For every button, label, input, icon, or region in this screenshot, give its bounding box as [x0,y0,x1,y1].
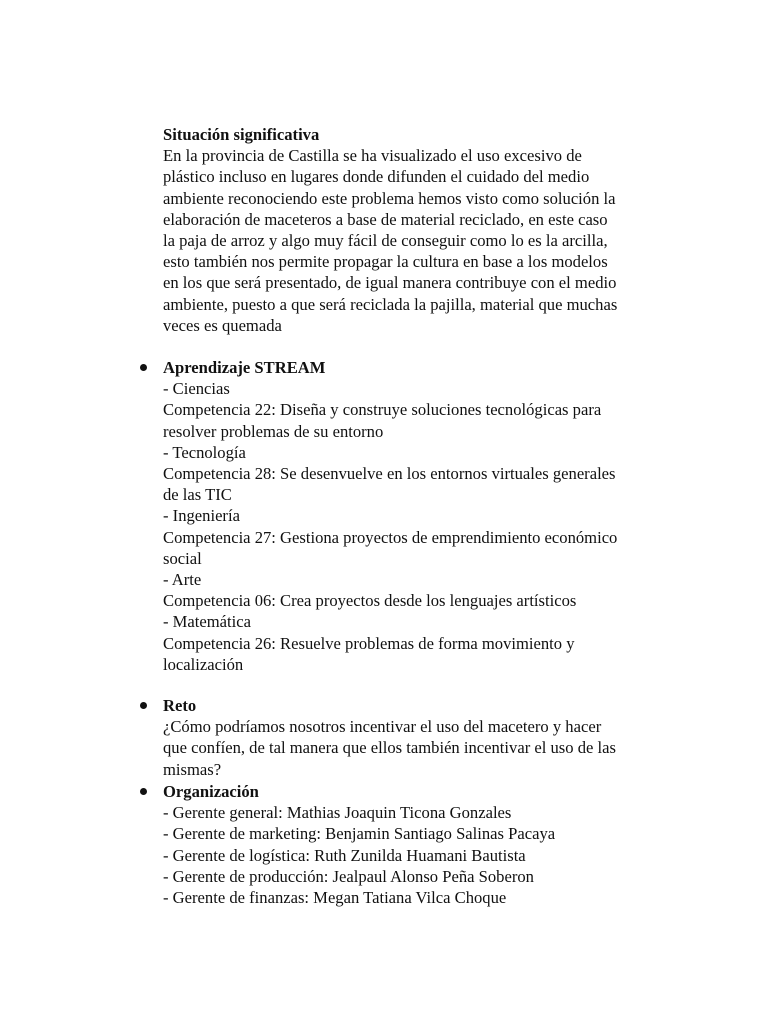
stream-line: resolver problemas de su entorno [163,421,384,441]
stream-line: social [163,548,202,568]
reto-line: que confíen, de tal manera que ellos también incentivar el uso de las [163,738,616,758]
stream-line: Competencia 22: Diseña y construye soluciones tecnológicas para [163,400,602,420]
situation-heading: Situación significativa [163,125,320,144]
organizacion-heading: Organización [163,782,259,801]
reto-section [163,695,723,780]
bullet-stream [140,364,147,371]
stream-line: Competencia 26: Resuelve problemas de forma movimiento y [163,633,575,653]
organizacion-line: - Gerente de finanzas: Megan Tatiana Vilca Choque [163,888,507,908]
situation-line: la paja de arroz y algo muy fácil de conseguir como lo es la arcilla, [163,231,608,251]
situation-line: plástico incluso en lugares donde difunden el cuidado del medio [163,167,590,187]
bullet-reto [140,702,147,709]
stream-line: - Tecnología [163,442,246,462]
situation-line: ambiente, puesto a que será reciclada la pajilla, material que muchas [163,294,618,314]
situation-line: En la provincia de Castilla se ha visualizado el uso excesivo de [163,146,582,166]
situation-line: veces es quemada [163,315,282,335]
organizacion-line: - Gerente de marketing: Benjamin Santiago Salinas Pacaya [163,824,556,844]
organizacion-line: - Gerente general: Mathias Joaquin Ticona Gonzales [163,803,512,823]
organizacion-section [163,781,723,908]
stream-line: localización [163,654,244,674]
stream-line: - Ciencias [163,379,230,399]
stream-line: - Ingeniería [163,506,240,526]
situation-section [163,124,723,336]
stream-heading: Aprendizaje STREAM [163,358,326,377]
stream-line: Competencia 28: Se desenvuelve en los entornos virtuales generales [163,464,616,484]
situation-line: en los que será presentado, de igual manera contribuye con el medio [163,273,617,293]
organizacion-line: - Gerente de logística: Ruth Zunilda Huamani Bautista [163,845,526,865]
bullet-organizacion [140,788,147,795]
stream-line: de las TIC [163,485,232,505]
stream-line: - Matemática [163,612,251,632]
situation-line: esto también nos permite propagar la cultura en base a los modelos [163,252,608,272]
stream-line: Competencia 27: Gestiona proyectos de emprendimiento económico [163,527,618,547]
organizacion-line: - Gerente de producción: Jealpaul Alonso Peña Soberon [163,866,534,886]
reto-heading: Reto [163,696,197,715]
stream-line: Competencia 06: Crea proyectos desde los lenguajes artísticos [163,591,577,611]
stream-section [163,357,723,675]
situation-line: ambiente reconociendo este problema hemos visto como solución la [163,188,616,208]
situation-line: elaboración de maceteros a base de material reciclado, en este caso [163,209,608,229]
reto-line: ¿Cómo podríamos nosotros incentivar el uso del macetero y hacer [163,717,602,737]
reto-line: mismas? [163,759,222,779]
stream-line: - Arte [163,570,202,590]
